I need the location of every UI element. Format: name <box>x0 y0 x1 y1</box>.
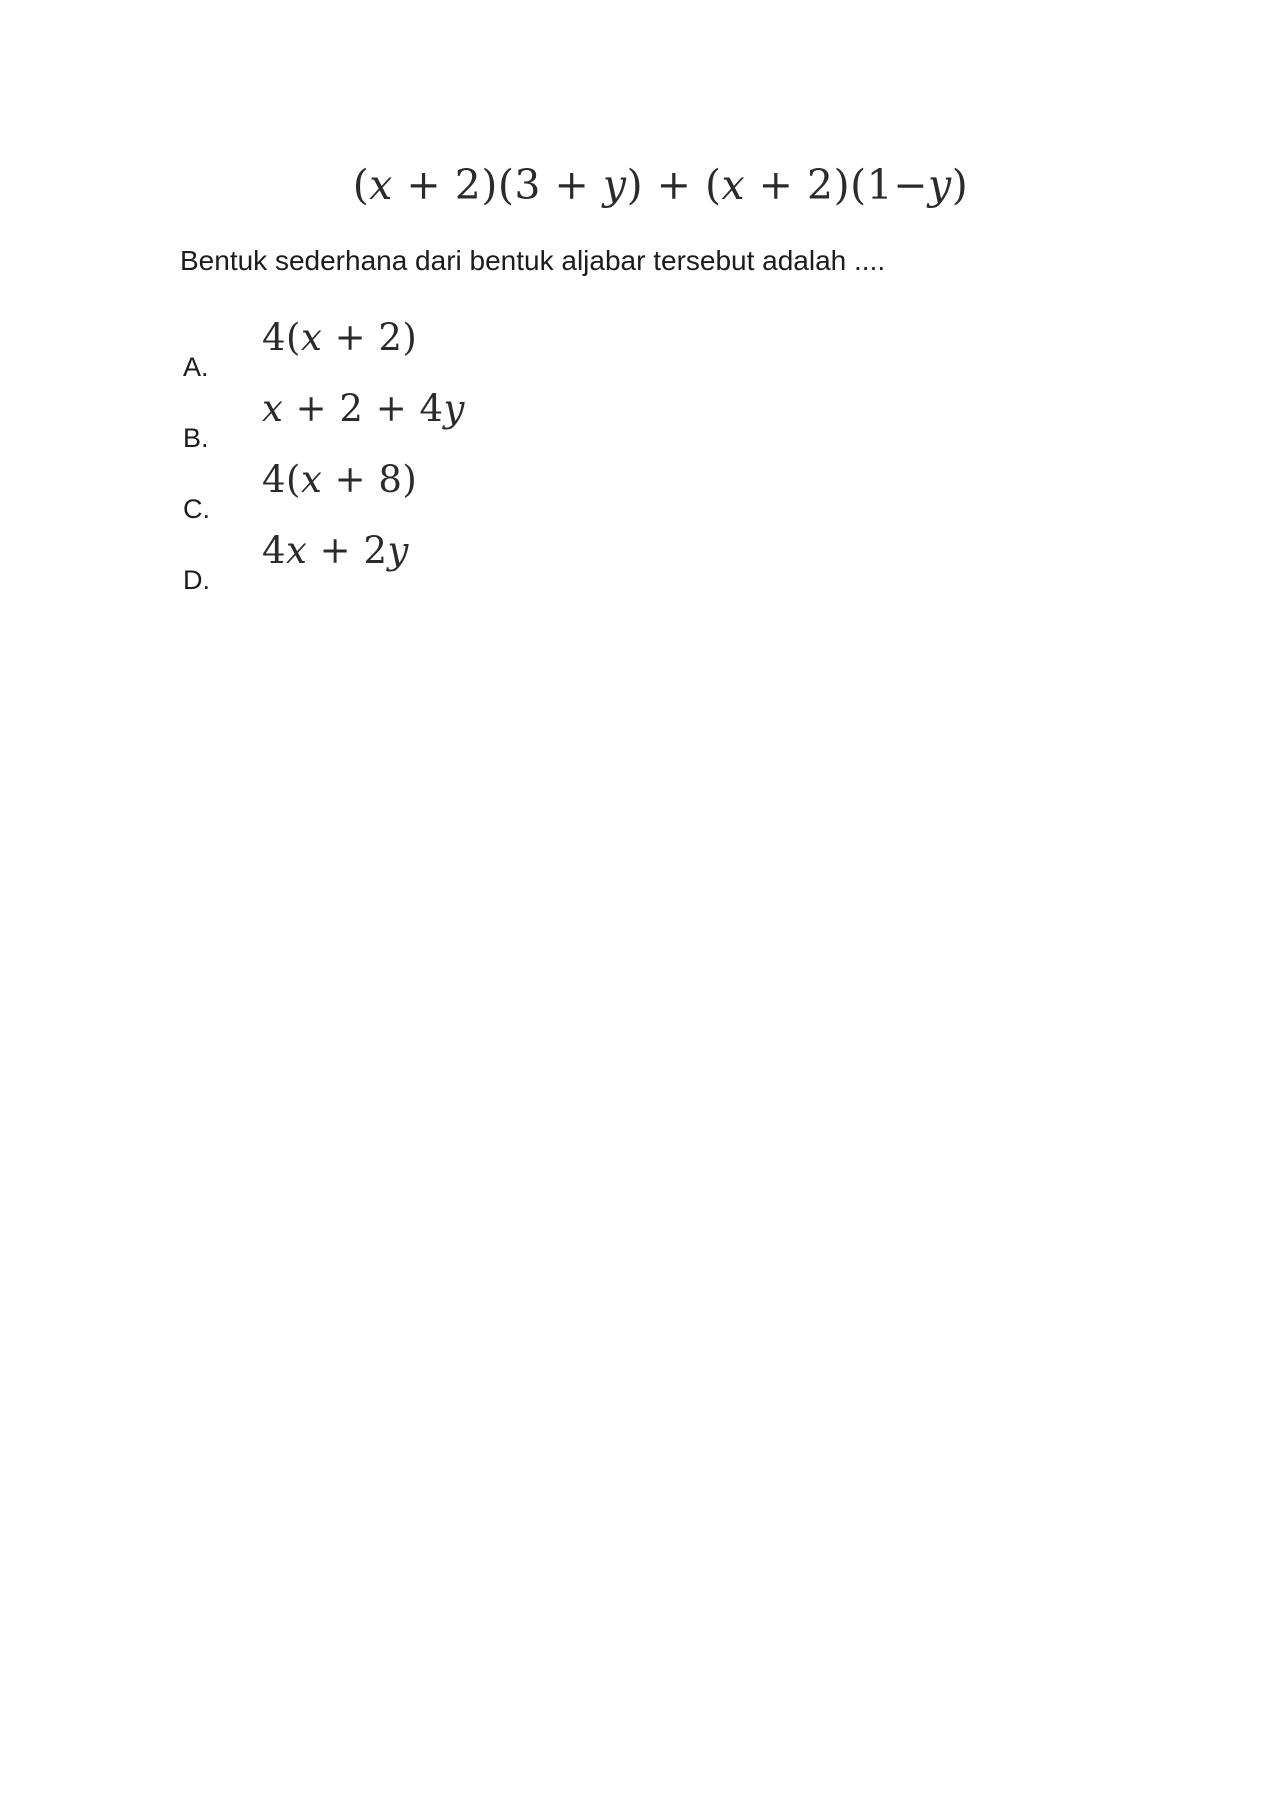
option-label-c: C. <box>183 494 210 524</box>
option-row-a <box>0 315 1275 382</box>
option-expression-d: 4x + 2y <box>262 529 409 572</box>
given-expression: (x + 2)(3 + y) + (x + 2)(1−y) <box>352 161 969 209</box>
option-label-a: A. <box>183 352 209 382</box>
options-list <box>0 315 1275 595</box>
option-expression-a: 4(x + 2) <box>262 316 418 359</box>
option-row-c <box>0 457 1275 524</box>
option-label-d: D. <box>183 565 210 595</box>
option-label-b: B. <box>183 423 209 453</box>
option-expression-c: 4(x + 8) <box>262 458 418 501</box>
option-row-b <box>0 386 1275 453</box>
option-row-d <box>0 528 1275 595</box>
option-expression-b: x + 2 + 4y <box>262 387 465 430</box>
worksheet-page <box>0 160 1275 1810</box>
question-text: Bentuk sederhana dari bentuk aljabar tersebut adalah .... <box>180 245 886 276</box>
